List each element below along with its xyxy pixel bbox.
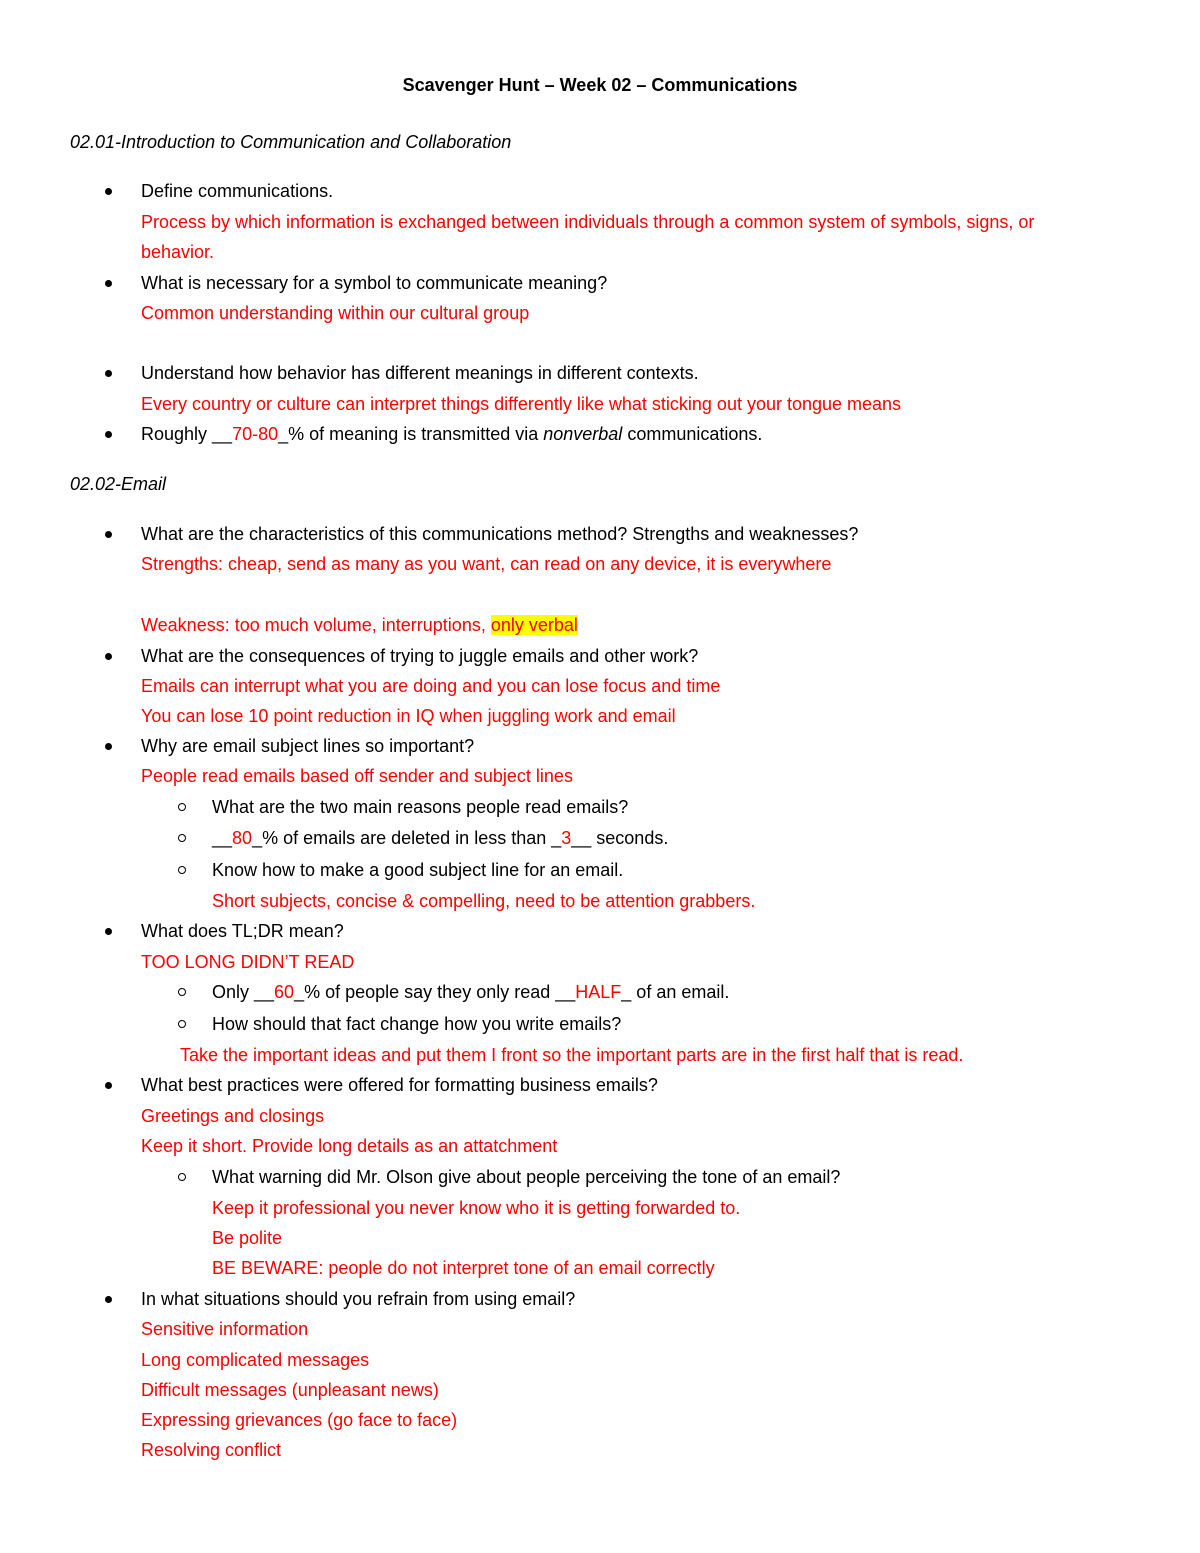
answer-blank: 80 [232, 828, 253, 848]
subquestion-read-reasons: What are the two main reasons people read emails? [212, 797, 629, 817]
bullet-icon [105, 370, 112, 377]
question-tldr: What does TL;DR mean? [141, 921, 344, 941]
section-heading-email: 02.02-Email [70, 474, 167, 494]
answer-blank: 3 [561, 828, 572, 848]
answer-line: Greetings and closings [141, 1106, 325, 1126]
subquestion-good-subject: Know how to make a good subject line for an email. [212, 860, 624, 880]
answer-line: Keep it short. Provide long details as an attatchment [141, 1136, 558, 1156]
answer-line: Expressing grievances (go face to face) [141, 1410, 458, 1430]
answer-line: TOO LONG DIDN’T READ [141, 952, 355, 972]
answer-line: People read emails based off sender and subject lines [141, 766, 573, 786]
bullet-icon [105, 280, 112, 287]
question-define-communications: Define communications. [141, 181, 334, 201]
circle-bullet-icon [178, 988, 186, 996]
answer-line: Emails can interrupt what you are doing and you can lose focus and time [141, 676, 721, 696]
question-behavior-contexts: Understand how behavior has different meanings in different contexts. [141, 363, 699, 383]
answer-line: Resolving conflict [141, 1440, 282, 1460]
answer-line: Process by which information is exchanged between individuals through a common system of symbols, signs, or [141, 212, 1035, 232]
answer-blank: HALF [575, 982, 622, 1002]
circle-bullet-icon [178, 834, 186, 842]
bullet-icon [105, 188, 112, 195]
answer-line: BE BEWARE: people do not interpret tone of an email correctly [212, 1258, 715, 1278]
highlighted-text: only verbal [490, 615, 578, 635]
section-heading-intro: 02.01-Introduction to Communication and Collaboration [70, 132, 512, 152]
question-characteristics: What are the characteristics of this communications method? Strengths and weaknesses? [141, 524, 859, 544]
bullet-icon [105, 531, 112, 538]
answer-line: You can lose 10 point reduction in IQ when juggling work and email [141, 706, 676, 726]
question-refrain-email: In what situations should you refrain from using email? [141, 1289, 576, 1309]
answer-blank: 70-80 [232, 424, 279, 444]
answer-line: Difficult messages (unpleasant news) [141, 1380, 439, 1400]
circle-bullet-icon [178, 1020, 186, 1028]
answer-line: Every country or culture can interpret things differently like what sticking out your tongue means [141, 394, 902, 414]
answer-line: Weakness: too much volume, interruptions, only verbal [141, 615, 578, 635]
bullet-icon [105, 1296, 112, 1303]
subquestion-tone-warning: What warning did Mr. Olson give about people perceiving the tone of an email? [212, 1167, 841, 1187]
question-symbol-meaning: What is necessary for a symbol to communicate meaning? [141, 273, 608, 293]
answer-line: Short subjects, concise & compelling, need to be attention grabbers. [212, 891, 756, 911]
answer-blank: 60 [274, 982, 295, 1002]
answer-line: Sensitive information [141, 1319, 309, 1339]
answer-line: behavior. [141, 242, 215, 262]
subquestion-write-emails: How should that fact change how you write emails? [212, 1014, 622, 1034]
answer-line: Strengths: cheap, send as many as you want, can read on any device, it is everywhere [141, 554, 832, 574]
answer-line: Common understanding within our cultural group [141, 303, 530, 323]
circle-bullet-icon [178, 803, 186, 811]
answer-line: Be polite [212, 1228, 283, 1248]
bullet-icon [105, 928, 112, 935]
question-juggle-emails: What are the consequences of trying to juggle emails and other work? [141, 646, 699, 666]
question-best-practices: What best practices were offered for formatting business emails? [141, 1075, 658, 1095]
question-nonverbal-percent: Roughly __70-80_% of meaning is transmitted via nonverbal communications. [141, 424, 763, 444]
page-title: Scavenger Hunt – Week 02 – Communications [402, 75, 798, 95]
bullet-icon [105, 653, 112, 660]
question-subject-lines: Why are email subject lines so important? [141, 736, 475, 756]
bullet-icon [105, 1082, 112, 1089]
answer-line: Long complicated messages [141, 1350, 370, 1370]
circle-bullet-icon [178, 1173, 186, 1181]
answer-line: Take the important ideas and put them I front so the important parts are in the first half that is read. [180, 1045, 964, 1065]
subquestion-deleted-emails: __80_% of emails are deleted in less than _3__ seconds. [212, 828, 669, 848]
answer-line: Keep it professional you never know who it is getting forwarded to. [212, 1198, 741, 1218]
circle-bullet-icon [178, 866, 186, 874]
bullet-icon [105, 431, 112, 438]
bullet-icon [105, 743, 112, 750]
subquestion-only-read-half: Only __60_% of people say they only read __HALF_ of an email. [212, 982, 730, 1002]
